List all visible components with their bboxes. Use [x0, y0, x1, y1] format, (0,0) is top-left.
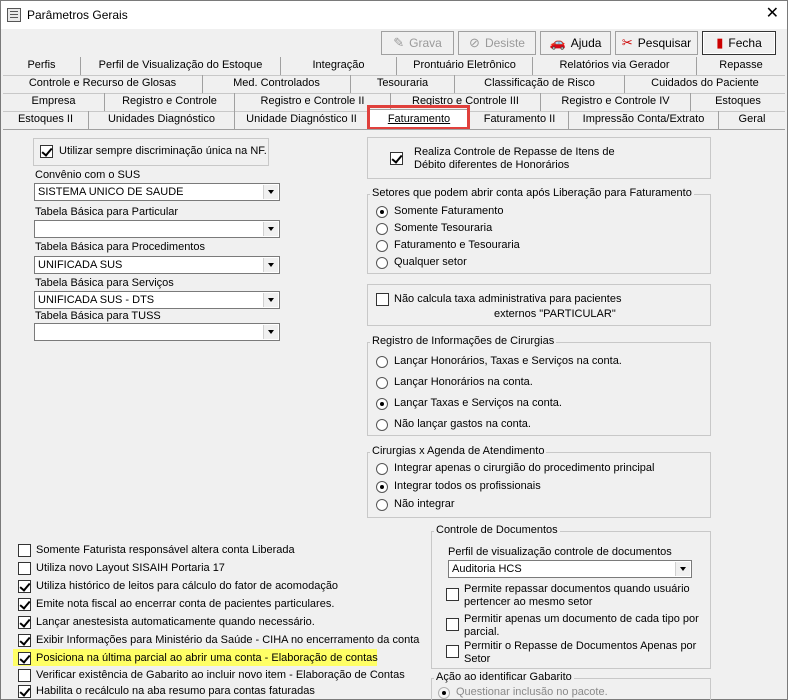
- option-label: Lançar anestesista automaticamente quando necessário.: [36, 616, 315, 628]
- documentos-option-checkbox[interactable]: [446, 618, 459, 631]
- window-icon: [7, 8, 21, 22]
- convenio-sus-value: SISTEMA UNICO DE SAUDE: [38, 186, 184, 198]
- pesquisar-label: Pesquisar: [637, 36, 692, 50]
- taxa-label-line2: externos "PARTICULAR": [494, 308, 616, 320]
- cirurgias-radio[interactable]: [376, 377, 388, 389]
- cirurgias-radio[interactable]: [376, 356, 388, 368]
- documentos-option-line1: Permitir apenas um documento de cada tipo por: [464, 613, 699, 625]
- repasse-group: [367, 137, 711, 179]
- search-list-icon: ✂: [621, 35, 633, 50]
- perfil-documentos-select[interactable]: [448, 560, 692, 578]
- option-checkbox[interactable]: [18, 562, 31, 575]
- desiste-button[interactable]: [458, 31, 536, 55]
- tab-perfis[interactable]: Perfis: [3, 57, 81, 75]
- discriminacao-label: Utilizar sempre discriminação única na NF.: [59, 145, 267, 157]
- tab-empresa[interactable]: Empresa: [3, 93, 105, 111]
- setores-radio[interactable]: [376, 257, 388, 269]
- setores-option: Faturamento e Tesouraria: [394, 239, 520, 251]
- window-title: Parâmetros Gerais: [27, 8, 128, 22]
- cirurgias-option: Lançar Honorários, Taxas e Serviços na conta.: [394, 355, 622, 367]
- grava-button[interactable]: [381, 31, 454, 55]
- taxa-label-line1: Não calcula taxa administrativa para pacientes: [394, 293, 622, 305]
- cirurgias-radio[interactable]: [376, 419, 388, 431]
- discriminacao-group: [33, 138, 269, 166]
- agenda-title: Cirurgias x Agenda de Atendimento: [372, 445, 545, 457]
- tab-impressao-conta-extrato[interactable]: Impressão Conta/Extrato: [569, 111, 719, 129]
- agenda-option: Não integrar: [394, 498, 455, 510]
- repasse-checkbox[interactable]: [390, 152, 403, 165]
- option-label: Somente Faturista responsável altera conta Liberada: [36, 544, 295, 556]
- tabela-procedimentos-label: Tabela Básica para Procedimentos: [35, 241, 205, 253]
- chevron-down-icon[interactable]: [263, 258, 278, 272]
- tab-relatorios-gerador[interactable]: Relatórios via Gerador: [533, 57, 697, 75]
- cancel-icon: ⊘: [469, 35, 480, 50]
- repasse-label-line2: Débito diferentes de Honorários: [414, 159, 570, 171]
- setores-radio[interactable]: [376, 240, 388, 252]
- option-checkbox[interactable]: [18, 634, 31, 647]
- documentos-group: [431, 524, 711, 669]
- tab-highlight-annotation: [367, 105, 470, 130]
- save-icon: ✎: [393, 35, 405, 50]
- agenda-option: Integrar apenas o cirurgião do procedimento principal: [394, 462, 655, 474]
- tab-faturamento-label: Faturamento: [387, 113, 451, 125]
- tabela-procedimentos-value: UNIFICADA SUS: [38, 259, 123, 271]
- tabela-servicos-select[interactable]: [34, 291, 280, 309]
- cirurgias-option: Lançar Honorários na conta.: [394, 376, 533, 388]
- tab-unidade-diagnostico-ii[interactable]: Unidade Diagnóstico II: [235, 111, 369, 129]
- documentos-option-line2: Setor: [464, 653, 491, 665]
- setores-radio[interactable]: [376, 223, 388, 235]
- tabela-particular-label: Tabela Básica para Particular: [35, 206, 179, 218]
- tabela-particular-select[interactable]: [34, 220, 280, 238]
- setores-option: Somente Faturamento: [394, 205, 504, 217]
- taxa-group: [367, 284, 711, 326]
- perfil-documentos-value: Auditoria HCS: [452, 563, 522, 575]
- documentos-option-checkbox[interactable]: [446, 645, 459, 658]
- gabarito-option: Questionar inclusão no pacote.: [456, 686, 608, 698]
- fecha-label: Fecha: [728, 36, 762, 50]
- tab-classificacao-risco[interactable]: Classificação de Risco: [455, 75, 625, 93]
- option-checkbox[interactable]: [18, 669, 31, 682]
- cirurgias-option: Lançar Taxas e Serviços na conta.: [394, 397, 562, 409]
- option-checkbox[interactable]: [18, 616, 31, 629]
- title-bar: [1, 1, 787, 29]
- tabela-servicos-value: UNIFICADA SUS - DTS: [38, 294, 155, 306]
- setores-option: Somente Tesouraria: [394, 222, 493, 234]
- tabela-tuss-select[interactable]: [34, 323, 280, 341]
- agenda-option: Integrar todos os profissionais: [394, 480, 541, 492]
- tab-cuidados-paciente[interactable]: Cuidados do Paciente: [651, 77, 759, 89]
- setores-radio[interactable]: [376, 206, 388, 218]
- close-icon[interactable]: ✕: [765, 5, 779, 22]
- agenda-radio[interactable]: [376, 499, 388, 511]
- tab-faturamento-ii[interactable]: Faturamento II: [471, 111, 569, 129]
- setores-title: Setores que podem abrir conta após Liberação para Faturamento: [372, 187, 692, 199]
- cirurgias-option: Não lançar gastos na conta.: [394, 418, 531, 430]
- desiste-label: Desiste: [484, 36, 525, 50]
- fecha-button[interactable]: [702, 31, 776, 55]
- tab-controle-recurso-glosas[interactable]: Controle e Recurso de Glosas: [3, 75, 203, 93]
- cirurgias-radio[interactable]: [376, 398, 388, 410]
- tab-registro-controle-iii[interactable]: Registro e Controle III: [391, 93, 541, 111]
- tab-unidades-diagnostico[interactable]: Unidades Diagnóstico: [89, 111, 235, 129]
- tab-prontuario-eletronico[interactable]: Prontuário Eletrônico: [397, 57, 533, 75]
- gabarito-title: Ação ao identificar Gabarito: [436, 671, 572, 683]
- documentos-option-line2: pertencer ao mesmo setor: [464, 596, 593, 608]
- agenda-radio[interactable]: [376, 463, 388, 475]
- tab-registro-controle-iv[interactable]: Registro e Controle IV: [541, 93, 691, 111]
- taxa-checkbox[interactable]: [376, 293, 389, 306]
- option-label: Exibir Informações para Ministério da Saúde - CIHA no encerramento da conta: [36, 634, 420, 646]
- option-checkbox[interactable]: [18, 598, 31, 611]
- tab-registro-controle-ii[interactable]: Registro e Controle II: [235, 93, 391, 111]
- repasse-label-line1: Realiza Controle de Repasse de Itens de: [414, 146, 615, 158]
- tab-integracao[interactable]: Integração: [281, 57, 397, 75]
- option-label: Verificar existência de Gabarito ao incluir novo item - Elaboração de Contas: [36, 669, 405, 681]
- chevron-down-icon[interactable]: [263, 222, 278, 236]
- grava-label: Grava: [409, 36, 442, 50]
- tab-med-controlados[interactable]: Med. Controlados: [203, 75, 351, 93]
- option-label: Emite nota fiscal ao encerrar conta de pacientes particulares.: [36, 598, 335, 610]
- chevron-down-icon[interactable]: [263, 185, 278, 199]
- tab-repasse[interactable]: Repasse: [719, 59, 763, 71]
- option-checkbox[interactable]: [18, 652, 31, 665]
- tab-estoques[interactable]: Estoques: [715, 95, 761, 107]
- perfil-documentos-label: Perfil de visualização controle de documentos: [448, 546, 672, 558]
- setores-option: Qualquer setor: [394, 256, 467, 268]
- tabela-servicos-label: Tabela Básica para Serviços: [35, 277, 174, 289]
- cirurgias-group: [367, 335, 711, 436]
- help-icon: 🚗: [549, 35, 566, 50]
- tabela-tuss-label: Tabela Básica para TUSS: [35, 310, 161, 322]
- agenda-radio[interactable]: [376, 481, 388, 493]
- tab-geral[interactable]: Geral: [738, 113, 766, 125]
- tab-estoques-ii[interactable]: Estoques II: [3, 111, 89, 129]
- documentos-option-checkbox[interactable]: [446, 588, 459, 601]
- option-label: Posiciona na última parcial ao abrir uma conta - Elaboração de contas: [36, 652, 378, 664]
- gabarito-group: [431, 671, 711, 700]
- convenio-sus-label: Convênio com o SUS: [35, 169, 141, 181]
- chevron-down-icon[interactable]: [675, 562, 690, 576]
- ajuda-label: Ajuda: [570, 36, 602, 50]
- option-checkbox[interactable]: [18, 685, 31, 698]
- tab-registro-controle[interactable]: Registro e Controle: [105, 93, 235, 111]
- option-label: Utiliza novo Layout SISAIH Portaria 17: [36, 562, 225, 574]
- option-label: Utiliza histórico de leitos para cálculo do fator de acomodação: [36, 580, 339, 592]
- convenio-sus-select[interactable]: [34, 183, 280, 201]
- option-label: Habilita o recálculo na aba resumo para contas faturadas: [36, 685, 315, 697]
- gabarito-radio[interactable]: [438, 687, 450, 699]
- chevron-down-icon[interactable]: [263, 325, 278, 339]
- chevron-down-icon[interactable]: [263, 293, 278, 307]
- exit-door-icon: ▮: [716, 35, 724, 50]
- option-checkbox[interactable]: [18, 544, 31, 557]
- documentos-option-line1: Permite repassar documentos quando usuário: [464, 583, 690, 595]
- setores-group: [367, 187, 711, 274]
- tabela-procedimentos-select[interactable]: [34, 256, 280, 274]
- documentos-option-line2: parcial.: [464, 626, 500, 638]
- tab-tesouraria[interactable]: Tesouraria: [351, 75, 455, 93]
- cirurgias-title: Registro de Informações de Cirurgias: [372, 335, 555, 347]
- agenda-group: [367, 445, 711, 518]
- option-checkbox[interactable]: [18, 580, 31, 593]
- ajuda-button[interactable]: [540, 31, 611, 55]
- pesquisar-button[interactable]: [615, 31, 698, 55]
- tab-perfil-visualizacao-estoque[interactable]: Perfil de Visualização do Estoque: [81, 57, 281, 75]
- documentos-option-line1: Permitir o Repasse de Documentos Apenas por: [464, 640, 697, 652]
- documentos-title: Controle de Documentos: [436, 524, 558, 536]
- discriminacao-checkbox[interactable]: [40, 145, 53, 158]
